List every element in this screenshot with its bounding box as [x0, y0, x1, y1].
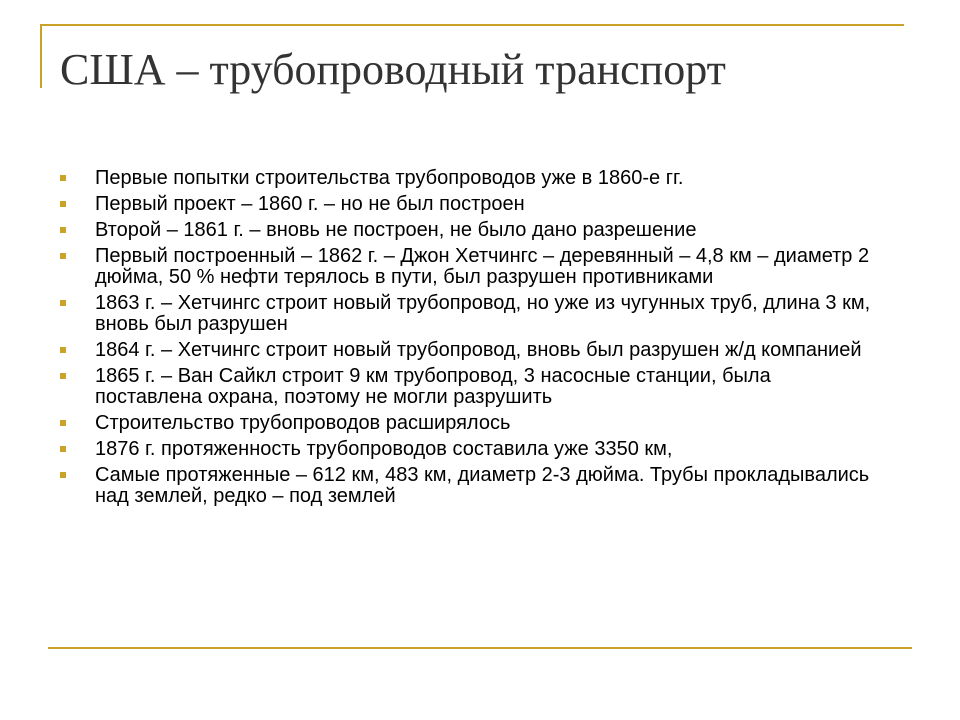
slide-content [60, 168, 880, 512]
frame-top-line [40, 24, 904, 26]
square-bullet-icon [60, 253, 66, 259]
bullet-item [60, 465, 880, 507]
bullet-item [60, 366, 880, 408]
bullet-text: 1876 г. протяженность трубопроводов составила уже 3350 км, [95, 438, 673, 460]
bullet-text: 1864 г. – Хетчингс строит новый трубопровод, вновь был разрушен ж/д компанией [95, 339, 862, 361]
bullet-text: Самые протяженные – 612 км, 483 км, диаметр 2-3 дюйма. Трубы прокладывались над землей, редко – под землей [95, 464, 870, 507]
slide-title: США – трубопроводный транспорт [60, 45, 726, 94]
bullet-item [60, 293, 880, 335]
bullet-text: Первые попытки строительства трубопроводов уже в 1860-е гг. [95, 167, 684, 189]
bullet-item [60, 220, 880, 241]
bullet-text: 1863 г. – Хетчингс строит новый трубопровод, но уже из чугунных труб, длина 3 км, вновь был разрушен [95, 292, 871, 335]
frame-bottom-line [48, 647, 912, 649]
bullet-item [60, 413, 880, 434]
bullet-item [60, 194, 880, 215]
bullet-list [60, 168, 880, 507]
bullet-item [60, 439, 880, 460]
bullet-item [60, 168, 880, 189]
square-bullet-icon [60, 201, 66, 207]
square-bullet-icon [60, 420, 66, 426]
bullet-text: Первый построенный – 1862 г. – Джон Хетчингс – деревянный – 4,8 км – диаметр 2 дюйма, 50 % нефти терялось в пути, был разрушен противниками [95, 245, 870, 288]
bullet-text: Строительство трубопроводов расширялось [95, 412, 511, 434]
bullet-item [60, 340, 880, 361]
square-bullet-icon [60, 227, 66, 233]
square-bullet-icon [60, 373, 66, 379]
square-bullet-icon [60, 300, 66, 306]
frame-left-line [40, 24, 42, 88]
bullet-text: Первый проект – 1860 г. – но не был построен [95, 193, 525, 215]
square-bullet-icon [60, 446, 66, 452]
bullet-item [60, 246, 880, 288]
bullet-text: Второй – 1861 г. – вновь не построен, не было дано разрешение [95, 219, 697, 241]
square-bullet-icon [60, 175, 66, 181]
bullet-text: 1865 г. – Ван Сайкл строит 9 км трубопровод, 3 насосные станции, была поставлена охрана, поэтому не могли разрушить [95, 365, 771, 408]
square-bullet-icon [60, 472, 66, 478]
square-bullet-icon [60, 347, 66, 353]
